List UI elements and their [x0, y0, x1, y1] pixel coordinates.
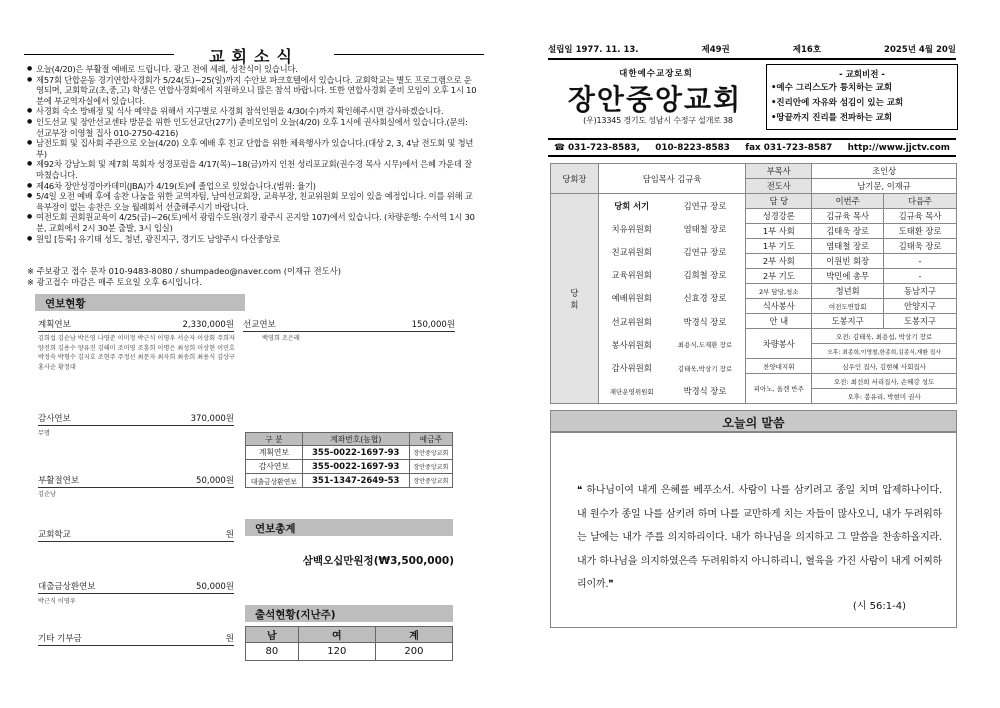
attendance-table: [245, 626, 453, 661]
duty-next-week: 동남지구: [884, 284, 957, 299]
committee-list: [598, 194, 746, 404]
vision-title: - 교회비전 -: [839, 70, 885, 80]
committee-person: 김연규 장로: [683, 247, 727, 258]
offering-row: [38, 474, 234, 488]
account-holder: 장안중앙교회: [409, 460, 452, 474]
attendance-male: 80: [246, 643, 299, 661]
masthead-bar: [548, 43, 956, 60]
offering-header: 연보현황: [35, 294, 245, 311]
table-header: 남: [246, 627, 299, 643]
offering-label: 기타 기부금: [38, 634, 82, 644]
offering-row: [38, 632, 234, 646]
attendance-female: 120: [298, 643, 375, 661]
car-pm: 오후: 최종희,이영철,한종희,김종식,재환 집사: [812, 344, 957, 359]
duty-this-week: 박민에 총무: [812, 269, 884, 284]
committee-name: 선교위원회: [611, 316, 652, 327]
duty-this-week: 이원빈 회장: [812, 254, 884, 269]
offering-amount: 50,000원: [196, 476, 234, 486]
duty-this-week: 여전도연합회: [812, 299, 884, 314]
car-am: 오전: 김태욱, 최용섭, 박상기 장로: [812, 329, 957, 344]
offering-label: 부활절연보: [38, 476, 80, 486]
offering-label: 교회학교: [38, 530, 71, 540]
attendance-header: 출석현황(지난주): [245, 605, 453, 622]
duty-this-week: 김규육 목사: [812, 209, 884, 224]
offering-amount: 150,000원: [411, 320, 455, 330]
right-page: [500, 0, 1000, 708]
table-row: [246, 460, 453, 474]
choir-label: 찬양대지휘: [746, 359, 812, 374]
news-item: ● 인도선교 및 장안선교센타 방문을 위한 인도선교단(27기) 준비모임이 오늘(4/20) 오후 1시에 권사회실에서 있습니다.(문의: 선교부장 이영철 집사 010-2750-4216): [27, 117, 477, 138]
committee-name: 감사위원회: [611, 363, 652, 374]
duty-next-week: -: [884, 269, 957, 284]
news-title: 교회소식: [24, 44, 484, 64]
news-item: ● 원입 [등록] 유기태 성도, 청년, 광진지구, 경기도 남양주시 다산중앙로: [27, 234, 477, 245]
committee-name: 재단운영위원회: [609, 387, 654, 396]
news-item: ● 제57회 단합운동 경기연합사경회가 5/24(토)~25(일)까지 수안보 파크호텔에서 있습니다. 교회학교는 별도 프로그램으로 운영되며, 교회학교(초,중,고) 학생은 연합사경회에서 지원하오니 많은 참석 바랍니다. 또한 연합사경회 준비 모임이 오후 1시 10분에 부교역자실에서 있습니다.: [27, 75, 477, 107]
offering-amount: 원: [225, 530, 234, 540]
accompanist-label: 피아노, 올겐 반주: [746, 374, 812, 404]
news-item: ● 사경회 숙소 방배정 및 식사 예약을 위해서 지구별로 사경회 참석인원을 4/30(수)까지 확인해주시면 감사하겠습니다.: [27, 106, 477, 117]
vision-box: [766, 64, 958, 130]
table-header: 계좌번호(농협): [302, 433, 409, 446]
committee-person: 박경식 장로: [683, 316, 727, 327]
staff-table: [550, 163, 957, 404]
word-header: 오늘의 말씀: [550, 410, 957, 432]
website-link[interactable]: http://www.jjctv.com: [847, 143, 950, 153]
evangelists: 남기문, 이재규: [812, 179, 957, 194]
duty-label: 안 내: [746, 314, 812, 329]
news-notes: [27, 266, 477, 287]
offering-names: 백영희 조은래: [262, 335, 300, 342]
duty-label: 1부 사회: [746, 224, 812, 239]
news-list: [27, 64, 477, 244]
assoc-pastor: 조인상: [812, 164, 957, 179]
account-holder: 장안중앙교회: [409, 446, 452, 460]
issue: 제16호: [792, 45, 822, 55]
news-item: ● 남전도회 및 집사회 주관으로 오늘(4/20) 오후 예배 후 친교 단합을 위한 체육행사가 있습니다.(대상 2, 3, 4남 전도회 및 청년부): [27, 138, 477, 159]
offering-amount: 원: [225, 634, 234, 644]
duty-header: 다음주: [884, 194, 957, 209]
word-box: [550, 432, 957, 628]
account-table: [245, 432, 453, 488]
duty-this-week: 김태욱 장로: [812, 224, 884, 239]
duty-next-week: -: [884, 254, 957, 269]
mission-offering-row: [243, 318, 455, 332]
committee-person: 염태철 장로: [683, 223, 727, 234]
issue-date: 2025년 4월 20일: [884, 45, 956, 55]
vision-item: •땅끝까지 진리를 전파하는 교회: [771, 113, 893, 123]
contact-bar: [548, 138, 956, 157]
offering-names: 김순남: [38, 491, 56, 498]
duty-header: 담 당: [746, 194, 812, 209]
attendance-total: 200: [375, 643, 452, 661]
committee-name: 봉사위원회: [611, 339, 652, 350]
assoc-label: 부목사: [746, 164, 812, 179]
committee-name: 교육위원회: [611, 270, 652, 281]
founded-date: 설립일 1977. 11. 13.: [548, 45, 639, 55]
table-header: 예금주: [409, 433, 452, 446]
committee-name: 친교위원회: [611, 247, 652, 258]
church-name: 장안중앙교회: [567, 83, 743, 116]
duty-label: 성경강론: [746, 209, 812, 224]
choir-leader: 심우인 집사, 김현혜 사회집사: [812, 359, 957, 374]
offering-names: 김희섭 김순남 박은영 나영준 이미정 박근식 이영우 서순자 이상회 주희자 양진희 김용수 양유진 김해미 조미영 조흥희 이명은 최성희 이상현 이민호 박정숙 박형수 김지호 조현주 주정선 최문자 최자희 최송희 최용식 김상구 홍사순 황정대: [38, 335, 236, 371]
duty-next-week: 김규육 목사: [884, 209, 957, 224]
table-row: [246, 474, 453, 488]
mobile: 010-8223-8583: [655, 143, 730, 153]
duty-label: 2부 사회: [746, 254, 812, 269]
senior-pastor: 담임목사 김규육: [598, 164, 746, 194]
offering-label: 선교연보: [243, 320, 276, 330]
committee-person: 신효경 장로: [683, 293, 727, 304]
offering-names: 박근식 이영우: [38, 598, 76, 605]
committee-person: 김희철 장로: [683, 270, 727, 281]
duty-header: 이번주: [812, 194, 884, 209]
fax: fax 031-723-8587: [745, 143, 833, 153]
offering-row: [38, 412, 234, 426]
account-type: 계획연보: [246, 446, 303, 460]
duty-next-week: 김태욱 장로: [884, 239, 957, 254]
account-number: 355-0022-1697-93: [302, 460, 409, 474]
word-reference: (시 56:1-4): [852, 601, 906, 612]
account-number: 351-1347-2649-53: [302, 474, 409, 488]
head-label: 당회장: [551, 164, 599, 194]
duty-label: 2부 기도: [746, 269, 812, 284]
news-item: ● 5/4일 오전 예배 후에 송찬 나눔을 위한 교역자팀, 남여선교회장, 교육부장, 친교위원회 모임이 있을 예정입니다. 이를 위해 교육부장이 없는 송찬은 오늘 월례회서 선출해주시기 바랍니다.: [27, 191, 477, 212]
offering-row: [38, 528, 234, 542]
vision-item: •예수 그리스도가 통치하는 교회: [771, 83, 893, 93]
duty-label: 식사봉사: [746, 299, 812, 314]
duty-next-week: 도봉지구: [884, 314, 957, 329]
offering-label: 감사연보: [38, 414, 71, 424]
session-label: [551, 194, 599, 404]
duty-this-week: 도봉지구: [812, 314, 884, 329]
offering-names: 무명: [38, 430, 50, 437]
session-char: 당: [570, 287, 579, 298]
committee-person: 박경식 장로: [683, 386, 727, 397]
phone: ☎ 031-723-8583,: [554, 143, 640, 153]
news-item: ● 여전도회 권회원교육이 4/25(금)~26(토)에서 광림수도원(경기 광주시 곤지암 107)에서 있습니다. (차량운행: 수서역 1시 30분, 교회에서 2시 30분 출발, 3시 입실): [27, 212, 477, 233]
denomination: 대한예수교장로회: [619, 69, 693, 79]
account-type: 감사연보: [246, 460, 303, 474]
church-address: (우)13345 경기도 성남시 수정구 설개로 38: [583, 116, 733, 125]
committee-name: 당회 서기: [614, 200, 650, 211]
committee-person: 최용식,도재환 장로: [677, 341, 733, 350]
volume: 제49권: [701, 45, 730, 55]
duty-next-week: 도태환 장로: [884, 224, 957, 239]
table-header: 여: [298, 627, 375, 643]
note-line: ※ 광고접수 마감은 매주 토요일 오후 6시입니다.: [27, 276, 202, 287]
evangelist-label: 전도사: [746, 179, 812, 194]
account-type: 대출금상환연보: [246, 474, 303, 488]
duty-this-week: 청년회: [812, 284, 884, 299]
vision-item: •진리안에 자유와 섬김이 있는 교회: [771, 98, 904, 108]
committee-name: 치유위원회: [611, 223, 652, 234]
total-header: 연보총계: [245, 519, 453, 536]
news-item: ● 제92차 강남노회 및 제7회 목회자 성경포럼을 4/17(목)~18(금)까지 인천 성리포교회(권수경 목사 시무)에서 은혜 가운데 잘 마쳤습니다.: [27, 159, 477, 180]
committee-name: 예배위원회: [611, 293, 652, 304]
table-row: [246, 446, 453, 460]
offering-amount: 2,330,000원: [182, 320, 234, 330]
offering-label: 대출금상환연보: [38, 582, 96, 592]
news-item: ● 제46차 장안성경아카데미(JBA)가 4/19(토)에 졸업으로 있었습니다.(범위: 율기): [27, 181, 477, 192]
car-label: 차량봉사: [746, 329, 812, 359]
session-char: 회: [570, 299, 579, 310]
duty-label: 1부 기도: [746, 239, 812, 254]
table-header: 계: [375, 627, 452, 643]
accompanist-am: 오전: 최선희 서리집사, 손혜강 성도: [812, 374, 957, 389]
vision-list: [771, 81, 957, 126]
news-item: ● 오늘(4/20)은 부활절 예배로 드립니다. 광고 전에 세례, 성찬식이 있습니다.: [27, 64, 477, 75]
duty-this-week: 염태철 장로: [812, 239, 884, 254]
account-holder: 장안중앙교회: [409, 474, 452, 488]
total-amount: 삼백오십만원정(₩3,500,000): [302, 555, 454, 567]
word-text: ❝ 하나님이여 내게 은혜를 베푸소서. 사람이 나를 삼키려고 종일 치며 압제하나이다. 내 원수가 종일 나를 삼키려 하며 나를 교만하게 치는 자들이 많사오니, 내가 두려워하는 날에는 내가 주를 의지하리이다. 내가 하나님을 의지하고 그 말씀을 찬송하올지라. 내가 하나님을 의지하였은즉 두려워하지 아니하리니, 혈육을 가진 사람이 내게 어찌하리이까.❞: [577, 485, 942, 590]
note-line: ※ 주보광고 접수 문자 010-9483-8080 / shumpadeo@naver.com (이재규 전도사): [27, 266, 341, 276]
offering-amount: 50,000원: [196, 582, 234, 592]
offering-row: [38, 580, 234, 594]
offering-label: 계획연보: [38, 320, 71, 330]
duty-next-week: 안양지구: [884, 299, 957, 314]
accompanist-pm: 오후: 봉유리, 박현미 권사: [812, 389, 957, 404]
committee-person: 김연규 장로: [683, 200, 727, 211]
duty-label: 2부 담당,청소: [746, 284, 812, 299]
offering-amount: 370,000원: [190, 414, 234, 424]
offering-row: [38, 318, 234, 332]
account-number: 355-0022-1697-93: [302, 446, 409, 460]
table-header: 구 분: [246, 433, 303, 446]
committee-person: 김태욱,박상기 장로: [677, 364, 733, 373]
table-row: [246, 643, 453, 661]
